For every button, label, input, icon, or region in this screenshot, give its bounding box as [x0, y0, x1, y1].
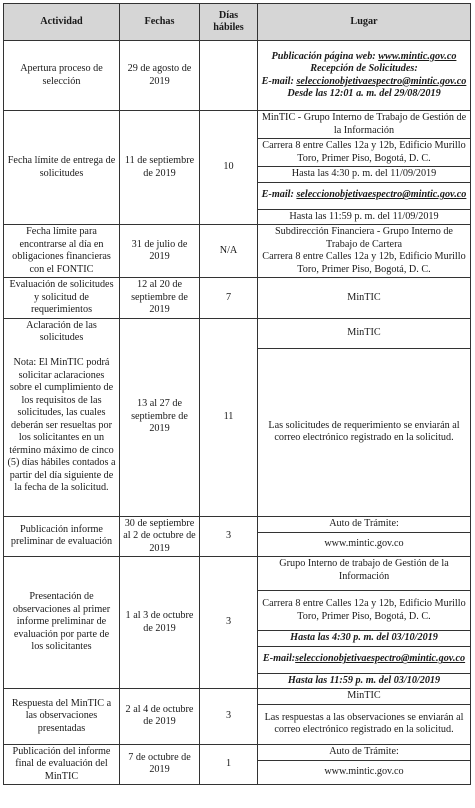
actividad-cell: Publicación informe preliminar de evaluación: [4, 516, 120, 557]
table-row: [4, 516, 471, 532]
dias-cell: 7: [200, 278, 258, 319]
address-cell: Carrera 8 entre Calles 12a y 12b, Edificio Murillo Toro, Primer Piso, Bogotá, D. C.: [258, 591, 471, 631]
lugar-cell: Auto de Trámite:: [258, 516, 471, 532]
reception-label: Recepción de Solicitudes:: [310, 63, 418, 74]
lugar-cell: [258, 225, 471, 278]
fecha-cell: 1 al 3 de octubre de 2019: [120, 557, 200, 689]
table-row: [4, 557, 471, 591]
lugar-cell: MinTIC: [258, 318, 471, 348]
deadline-cell: Hasta las 11:59 p. m. del 03/10/2019: [258, 673, 471, 689]
actividad-cell: [4, 318, 120, 516]
desde-text: Desde las 12:01 a. m. del 29/08/2019: [287, 88, 441, 99]
pub-link[interactable]: www.mintic.gov.co: [378, 50, 457, 62]
deadline-cell: Hasta las 4:30 p. m. del 11/09/2019: [258, 167, 471, 183]
dias-cell: [200, 41, 258, 111]
actividad-cell: Publicación del informe final de evaluación del MinTIC: [4, 744, 120, 785]
actividad-title: Aclaración de las solicitudes: [26, 319, 97, 343]
table-row: [4, 744, 471, 760]
table-row: [4, 318, 471, 348]
actividad-note: Nota: El MinTIC podrá solicitar aclaraciones sobre el cumplimiento de los requisitos de las solicitudes, las cuales deberán ser resueltas por los solicitantes en un término máximo de cinco (5) días hábiles contados a partir del día siguiente de la fecha de la solicitud.: [7, 357, 116, 493]
fecha-cell: 2 al 4 de octubre de 2019: [120, 689, 200, 745]
dias-cell: 3: [200, 516, 258, 557]
pub-label: Publicación página web:: [271, 50, 379, 62]
dias-cell: N/A: [200, 225, 258, 278]
deadline-cell: Hasta las 11:59 p. m. del 11/09/2019: [258, 209, 471, 225]
header-dias: Días hábiles: [200, 4, 258, 41]
email-cell: [258, 182, 471, 209]
fecha-cell: 31 de julio de 2019: [120, 225, 200, 278]
lugar-cell: MinTIC: [258, 689, 471, 705]
actividad-cell: Fecha límite de entrega de solicitudes: [4, 111, 120, 225]
lugar-line: Subdirección Financiera - Grupo Interno de Trabajo de Cartera: [275, 226, 453, 250]
email-cell: [258, 646, 471, 673]
fecha-cell: 11 de septiembre de 2019: [120, 111, 200, 225]
header-fechas: Fechas: [120, 4, 200, 41]
table-row: [4, 278, 471, 319]
address-line: Carrera 8 entre Calles 12a y 12b, Edificio Murillo Toro, Primer Piso, Bogotá, D. C.: [262, 251, 466, 275]
header-row: [4, 4, 471, 41]
address-cell: Carrera 8 entre Calles 12a y 12b, Edificio Murillo Toro, Primer Piso, Bogotá, D. C.: [258, 139, 471, 167]
lugar-cell: Las solicitudes de requerimiento se enviarán al correo electrónico registrado en la solicitud.: [258, 348, 471, 516]
email-label: E-mail:: [262, 653, 296, 665]
lugar-cell: [258, 41, 471, 111]
header-lugar: Lugar: [258, 4, 471, 41]
table-row: [4, 225, 471, 278]
header-actividad: Actividad: [4, 4, 120, 41]
fecha-cell: 13 al 27 de septiembre de 2019: [120, 318, 200, 516]
link-cell[interactable]: www.mintic.gov.co: [258, 532, 471, 556]
lugar-cell: Auto de Trámite:: [258, 744, 471, 760]
link-cell[interactable]: www.mintic.gov.co: [258, 760, 471, 784]
email-label: E-mail:: [261, 189, 297, 201]
dias-cell: 10: [200, 111, 258, 225]
actividad-cell: Fecha límite para encontrarse al día en obligaciones financieras con el FONTIC: [4, 225, 120, 278]
table-row: [4, 111, 471, 139]
fecha-cell: 30 de septiembre al 2 de octubre de 2019: [120, 516, 200, 557]
table-row: [4, 689, 471, 705]
actividad-cell: Respuesta del MinTIC a las observaciones presentadas: [4, 689, 120, 745]
email-link[interactable]: seleccionobjetivaespectro@mintic.gov.co: [295, 653, 466, 665]
lugar-cell: MinTIC: [258, 278, 471, 319]
schedule-table-container: [3, 3, 471, 785]
table-row: [4, 41, 471, 111]
dias-cell: 11: [200, 318, 258, 516]
deadline-cell: Hasta las 4:30 p. m. del 03/10/2019: [258, 631, 471, 647]
fecha-cell: 12 al 20 de septiembre de 2019: [120, 278, 200, 319]
lugar-cell: Las respuestas a las observaciones se enviarán al correo electrónico registrado en la solicitud.: [258, 704, 471, 744]
fecha-cell: 29 de agosto de 2019: [120, 41, 200, 111]
actividad-cell: Evaluación de solicitudes y solicitud de requerimientos: [4, 278, 120, 319]
email-link[interactable]: seleccionobjetivaespectro@mintic.gov.co: [296, 75, 467, 87]
fecha-cell: 7 de octubre de 2019: [120, 744, 200, 785]
dias-cell: 1: [200, 744, 258, 785]
actividad-cell: Apertura proceso de selección: [4, 41, 120, 111]
email-label: E-mail:: [261, 75, 297, 87]
lugar-cell: Grupo Interno de trabajo de Gestión de la Información: [258, 557, 471, 591]
email-link[interactable]: seleccionobjetivaespectro@mintic.gov.co: [296, 189, 467, 201]
dias-cell: 3: [200, 557, 258, 689]
schedule-table: [3, 3, 471, 785]
actividad-cell: Presentación de observaciones al primer informe preliminar de evaluación por parte de los solicitantes: [4, 557, 120, 689]
lugar-cell: MinTIC - Grupo Interno de Trabajo de Gestión de la Información: [258, 111, 471, 139]
dias-cell: 3: [200, 689, 258, 745]
